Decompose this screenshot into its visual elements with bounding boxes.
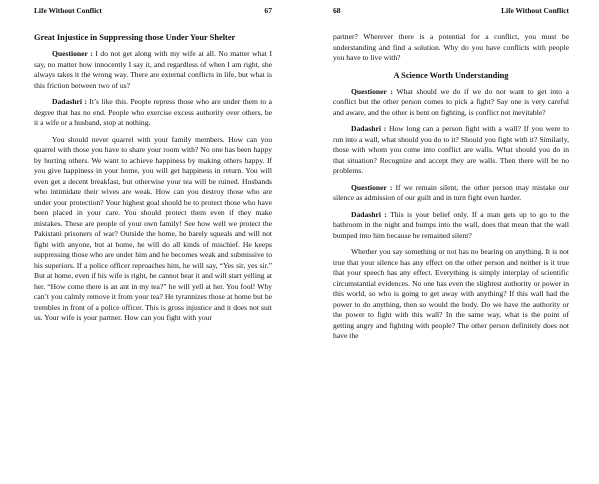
speaker-label: Questioner : bbox=[351, 86, 393, 96]
right-paragraph-5 bbox=[333, 247, 569, 342]
left-paragraph-1 bbox=[34, 49, 272, 91]
left-paragraph-2 bbox=[34, 97, 272, 129]
paragraph-text: What should we do if we do not want to get into a conflict but the other person comes to pick a fight? Say one is very careful and aware, and the other is bent on fighting, is conflict not inevitable? bbox=[333, 86, 569, 117]
right-header-title: Life Without Conflict bbox=[501, 6, 569, 15]
paragraph-text: Whether you say something or not has no bearing on anything. It is not true that your silence has any effect on the other person and neither is it true that your speech has any effect. Everything is simply interplay of scientific circumstantial evidences. No one has even the slightest authority or power in this world, so who is going to get away with anything? If this wall had the power to do anything, then so would the body. Do we have the authority or the power to fight with this wall? In the same way, what is the point of getting angry and fighting with people? The other person definitely does not have the bbox=[333, 247, 569, 340]
left-page-number: 67 bbox=[264, 6, 272, 15]
speaker-label: Dadashri : bbox=[52, 97, 87, 106]
paragraph-text: I do not get along with my wife at all. No matter what I say, no matter how innocently I say it, and regardless of when I am right, she always takes it the wrong way. There are external conflicts in life, but what is this friction between two of us? bbox=[34, 49, 272, 90]
paragraph-text: If we remain silent, the other person may mistake our silence as admission of our guilt and in turn fight even harder. bbox=[333, 182, 569, 202]
right-running-head bbox=[333, 4, 569, 18]
left-page bbox=[0, 0, 282, 484]
speaker-label: Dadashri : bbox=[351, 124, 387, 133]
right-section-heading: A Science Worth Understanding bbox=[393, 70, 509, 80]
right-page-number: 68 bbox=[333, 6, 341, 15]
speaker-label: Questioner : bbox=[351, 182, 393, 192]
right-page bbox=[317, 0, 599, 484]
paragraph-text: It’s like this. People repress those who are under them to a degree that has no end. People who exercise excess authority over others, be it a wife or a husband, stop at nothing. bbox=[34, 97, 272, 127]
right-paragraph-1 bbox=[333, 87, 569, 119]
right-paragraph-3 bbox=[333, 183, 569, 204]
left-paragraph-3 bbox=[34, 135, 272, 324]
right-intro-paragraph: partner? Wherever there is a potential for a conflict, you must be understanding and find a solution. Why do you have conflicts with people you have to live with? bbox=[333, 32, 569, 62]
left-running-head bbox=[34, 4, 272, 18]
speaker-label: Dadashri : bbox=[351, 209, 387, 219]
paragraph-text: You should never quarrel with your family members. How can you quarrel with those you have to share your room with? No one has been happy by hurting others. We want to achieve happiness by making others happy. If you give happiness in your home, you will get happiness in return. You will even get a decent breakfast, but otherwise your tea will be ruined. Husbands who intimidate their wives are weak. How can you destroy those who are under your protection? Your highest goal should be to protect those who have been placed in your care. You should protect them even if they make mistakes. These are people of your own family! See how well we protect the Pakistani prisoners of war? Outside the home, he barely squeals and will not fight with anyone, but at home, he will do all kinds of mischief. He keeps suppressing those who are under him and he becomes weak and submissive to his superiors. If a police officer reproaches him, he will say, “Yes sir, yes sir.” But at home, even if his wife is right, he cannot bear it and will start yelling at her. “How come there is an ant in my tea?” he will yell at her. You fool! Why can’t you calmly remove it from your tea? He tyrannizes those at home but he trembles in front of a police officer. This is gross injustice and it does not suit us. Your wife is your partner. How can you fight with your bbox=[34, 134, 272, 322]
left-header-title: Life Without Conflict bbox=[34, 6, 102, 15]
paragraph-text: This is your belief only. If a man gets up to go to the bathroom in the night and bumps into the wall, does that mean that the wall bumped into him because he remained silent? bbox=[333, 209, 569, 240]
paragraph-text: How long can a person fight with a wall? If you were to run into a wall, what should you do to it? Should you fight with it? Similarly, those with whom you come into conflict are walls. What should you do in that situation? Recognize and accept they are walls. Then there will be no problems. bbox=[333, 124, 570, 175]
speaker-label: Questioner : bbox=[52, 49, 93, 58]
right-paragraph-2 bbox=[333, 124, 569, 177]
right-paragraph-4 bbox=[333, 210, 569, 242]
left-section-heading: Great Injustice in Suppressing those Under Your Shelter bbox=[34, 33, 236, 42]
